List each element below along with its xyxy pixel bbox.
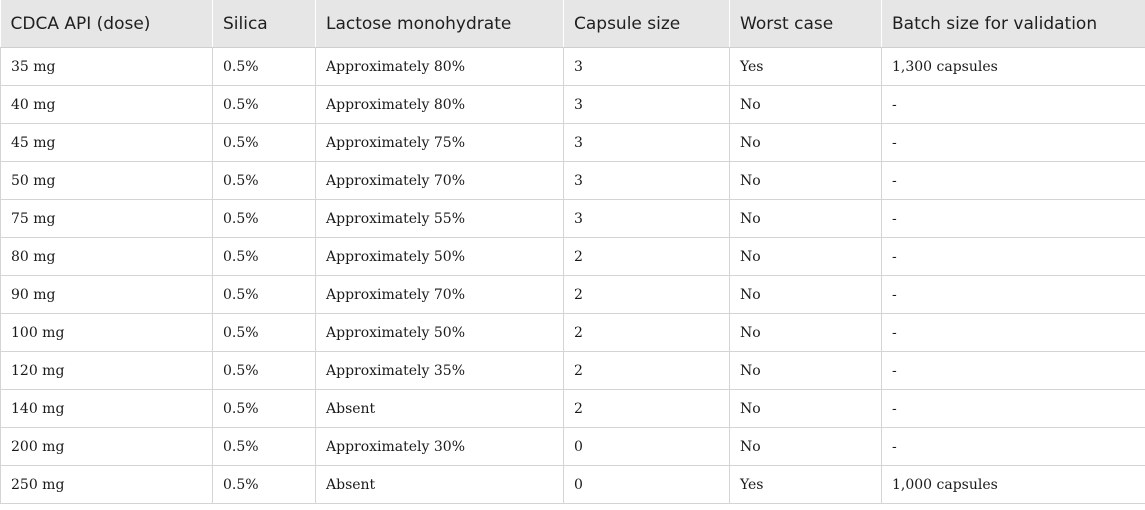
cell-dose: 75 mg (1, 200, 213, 238)
cell-batch-size: - (882, 428, 1145, 466)
cell-capsule-size: 2 (564, 238, 730, 276)
cell-worst-case: No (730, 428, 882, 466)
cell-capsule-size: 0 (564, 428, 730, 466)
cell-dose: 50 mg (1, 162, 213, 200)
cell-silica: 0.5% (213, 390, 316, 428)
cell-lactose: Approximately 50% (316, 238, 564, 276)
header-worst-case: Worst case (730, 0, 882, 48)
table-row (1, 162, 1145, 200)
cell-dose: 200 mg (1, 428, 213, 466)
cell-lactose: Approximately 55% (316, 200, 564, 238)
cell-capsule-size: 0 (564, 466, 730, 504)
cell-batch-size: - (882, 390, 1145, 428)
cell-silica: 0.5% (213, 200, 316, 238)
cell-worst-case: Yes (730, 466, 882, 504)
cell-batch-size: - (882, 200, 1145, 238)
table-row (1, 352, 1145, 390)
cell-worst-case: No (730, 162, 882, 200)
cell-dose: 140 mg (1, 390, 213, 428)
cell-capsule-size: 2 (564, 276, 730, 314)
cell-dose: 45 mg (1, 124, 213, 162)
cell-dose: 250 mg (1, 466, 213, 504)
cell-silica: 0.5% (213, 276, 316, 314)
cell-worst-case: No (730, 86, 882, 124)
header-batch-size: Batch size for validation (882, 0, 1145, 48)
cell-worst-case: No (730, 200, 882, 238)
table-row (1, 48, 1145, 86)
cell-batch-size: 1,300 capsules (882, 48, 1145, 86)
cell-dose: 100 mg (1, 314, 213, 352)
header-cdca-api-dose: CDCA API (dose) (1, 0, 213, 48)
cell-lactose: Approximately 80% (316, 48, 564, 86)
cell-capsule-size: 3 (564, 162, 730, 200)
cell-batch-size: - (882, 352, 1145, 390)
cell-capsule-size: 2 (564, 314, 730, 352)
cell-worst-case: No (730, 238, 882, 276)
header-row (1, 0, 1145, 48)
cell-capsule-size: 3 (564, 48, 730, 86)
cell-silica: 0.5% (213, 124, 316, 162)
cell-silica: 0.5% (213, 428, 316, 466)
cell-batch-size: - (882, 238, 1145, 276)
cell-worst-case: No (730, 276, 882, 314)
cell-lactose: Approximately 50% (316, 314, 564, 352)
cell-worst-case: No (730, 390, 882, 428)
table-row (1, 314, 1145, 352)
cell-batch-size: - (882, 124, 1145, 162)
header-lactose-monohydrate: Lactose monohydrate (316, 0, 564, 48)
table-header (1, 0, 1145, 48)
cell-lactose: Absent (316, 390, 564, 428)
cell-dose: 40 mg (1, 86, 213, 124)
cell-worst-case: No (730, 352, 882, 390)
cell-capsule-size: 2 (564, 390, 730, 428)
cell-batch-size: - (882, 162, 1145, 200)
cell-worst-case: No (730, 124, 882, 162)
table-row (1, 200, 1145, 238)
table-row (1, 276, 1145, 314)
cell-batch-size: - (882, 86, 1145, 124)
cell-worst-case: No (730, 314, 882, 352)
cell-batch-size: - (882, 314, 1145, 352)
cell-silica: 0.5% (213, 48, 316, 86)
cell-silica: 0.5% (213, 466, 316, 504)
table-row (1, 428, 1145, 466)
cell-lactose: Approximately 35% (316, 352, 564, 390)
cell-lactose: Approximately 30% (316, 428, 564, 466)
cell-worst-case: Yes (730, 48, 882, 86)
cell-silica: 0.5% (213, 86, 316, 124)
table-row (1, 466, 1145, 504)
header-capsule-size: Capsule size (564, 0, 730, 48)
table-row (1, 86, 1145, 124)
cell-dose: 120 mg (1, 352, 213, 390)
cell-silica: 0.5% (213, 162, 316, 200)
cell-dose: 35 mg (1, 48, 213, 86)
cell-capsule-size: 3 (564, 200, 730, 238)
table-row (1, 124, 1145, 162)
cell-lactose: Approximately 75% (316, 124, 564, 162)
cell-silica: 0.5% (213, 314, 316, 352)
cell-capsule-size: 2 (564, 352, 730, 390)
cell-lactose: Absent (316, 466, 564, 504)
cell-dose: 80 mg (1, 238, 213, 276)
cell-silica: 0.5% (213, 238, 316, 276)
cell-capsule-size: 3 (564, 124, 730, 162)
cell-lactose: Approximately 70% (316, 276, 564, 314)
cell-batch-size: - (882, 276, 1145, 314)
cell-batch-size: 1,000 capsules (882, 466, 1145, 504)
cell-silica: 0.5% (213, 352, 316, 390)
table-row (1, 390, 1145, 428)
header-silica: Silica (213, 0, 316, 48)
cell-dose: 90 mg (1, 276, 213, 314)
cell-lactose: Approximately 70% (316, 162, 564, 200)
table-body (1, 48, 1145, 504)
table-row (1, 238, 1145, 276)
cell-lactose: Approximately 80% (316, 86, 564, 124)
cell-capsule-size: 3 (564, 86, 730, 124)
